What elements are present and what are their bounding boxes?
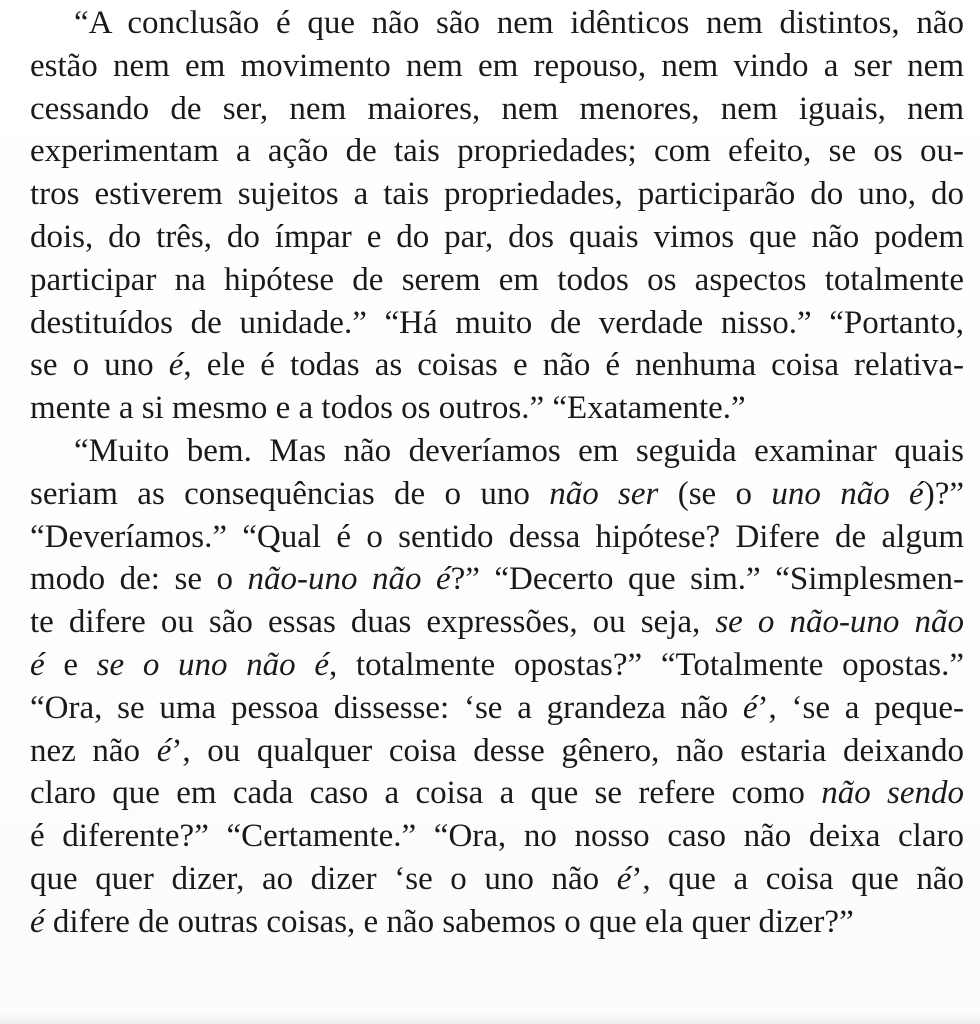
text-segment: dois, do três, do ímpar e do par, dos quais vimos que não podem bbox=[30, 218, 964, 255]
text-line bbox=[30, 901, 964, 944]
italic-text: é bbox=[616, 860, 632, 897]
text-line bbox=[30, 430, 964, 473]
text-line bbox=[30, 473, 964, 516]
text-segment: ’, ‘se a peque- bbox=[757, 689, 964, 726]
italic-text: se o uno não é bbox=[96, 646, 329, 683]
text-segment: destituídos de unidade.” “Há muito de verdade nisso.” “Portanto, bbox=[30, 304, 964, 341]
text-line bbox=[30, 687, 964, 730]
italic-text: é bbox=[156, 732, 172, 769]
italic-text: não-uno não é bbox=[247, 561, 451, 598]
text-segment: ’, que a coisa que não bbox=[631, 860, 964, 897]
text-segment: , totalmente opostas?” “Totalmente opostas.” bbox=[328, 646, 965, 683]
text-line bbox=[30, 344, 964, 387]
text-segment: se o uno bbox=[30, 347, 169, 384]
paragraph bbox=[30, 430, 964, 944]
text-segment: (se o bbox=[658, 475, 772, 512]
italic-text: é bbox=[30, 646, 45, 683]
text-segment: “A conclusão é que não são nem idênticos nem distintos, não bbox=[74, 5, 964, 41]
text-segment: ’, ou qualquer coisa desse gênero, não estaria deixando bbox=[171, 732, 964, 769]
text-segment: difere de outras coisas, e não sabemos o que ela quer dizer?” bbox=[44, 903, 854, 940]
italic-text: é bbox=[30, 903, 45, 940]
italic-text: não sendo bbox=[821, 775, 964, 812]
text-segment: nez não bbox=[30, 732, 157, 769]
text-line bbox=[30, 772, 964, 815]
text-line bbox=[30, 45, 964, 88]
text-segment: mente a si mesmo e a todos os outros.” “Exatamente.” bbox=[30, 390, 746, 427]
text-segment: participar na hipótese de serem em todos os aspectos totalmente bbox=[30, 261, 964, 298]
text-line bbox=[30, 558, 964, 601]
text-line bbox=[30, 387, 964, 430]
text-line bbox=[30, 815, 964, 858]
page-edge-shadow bbox=[0, 1012, 980, 1024]
text-segment: , ele é todas as coisas e não é nenhuma coisa relativa- bbox=[183, 347, 964, 384]
text-line bbox=[30, 88, 964, 131]
paragraph bbox=[30, 2, 964, 430]
text-segment: tros estiverem sujeitos a tais propriedades, participarão do uno, do bbox=[30, 176, 964, 213]
text-line bbox=[30, 302, 964, 345]
text-line bbox=[30, 216, 964, 259]
text-line bbox=[30, 173, 964, 216]
text-segment: )?” bbox=[923, 475, 964, 512]
italic-text: é bbox=[168, 347, 184, 384]
text-line bbox=[30, 601, 964, 644]
text-segment: estão nem em movimento nem em repouso, nem vindo a ser nem bbox=[30, 47, 964, 84]
text-segment: cessando de ser, nem maiores, nem menores, nem iguais, nem bbox=[30, 90, 964, 127]
text-segment: “Ora, se uma pessoa dissesse: ‘se a grandeza não bbox=[30, 689, 743, 726]
text-segment: é diferente?” “Certamente.” “Ora, no nosso caso não deixa claro bbox=[30, 818, 964, 855]
text-line bbox=[30, 516, 964, 559]
text-line bbox=[30, 130, 964, 173]
text-segment: “Muito bem. Mas não deveríamos em seguida examinar quais bbox=[74, 432, 964, 469]
text-segment: que quer dizer, ao dizer ‘se o uno não bbox=[30, 860, 617, 897]
text-segment: modo de: se o bbox=[30, 561, 248, 598]
text-line bbox=[30, 259, 964, 302]
text-line bbox=[30, 644, 964, 687]
text-segment: e bbox=[44, 646, 97, 683]
italic-text: se o não-uno não bbox=[715, 604, 964, 641]
text-segment: claro que em cada caso a coisa a que se refere como bbox=[30, 775, 822, 812]
text-segment: te difere ou são essas duas expressões, ou seja, bbox=[30, 604, 716, 641]
text-line bbox=[30, 858, 964, 901]
text-line bbox=[30, 2, 964, 45]
text-segment: ?” “Decerto que sim.” “Simplesmen- bbox=[450, 561, 964, 598]
text-segment: “Deveríamos.” “Qual é o sentido dessa hipótese? Difere de algum bbox=[30, 518, 964, 555]
text-segment: experimentam a ação de tais propriedades; com efeito, se os ou- bbox=[30, 133, 964, 170]
italic-text: não ser bbox=[549, 475, 659, 512]
italic-text: é bbox=[742, 689, 758, 726]
text-segment: seriam as consequências de o uno bbox=[30, 475, 550, 512]
text-line bbox=[30, 730, 964, 773]
text-body bbox=[30, 2, 964, 944]
italic-text: uno não é bbox=[771, 475, 924, 512]
